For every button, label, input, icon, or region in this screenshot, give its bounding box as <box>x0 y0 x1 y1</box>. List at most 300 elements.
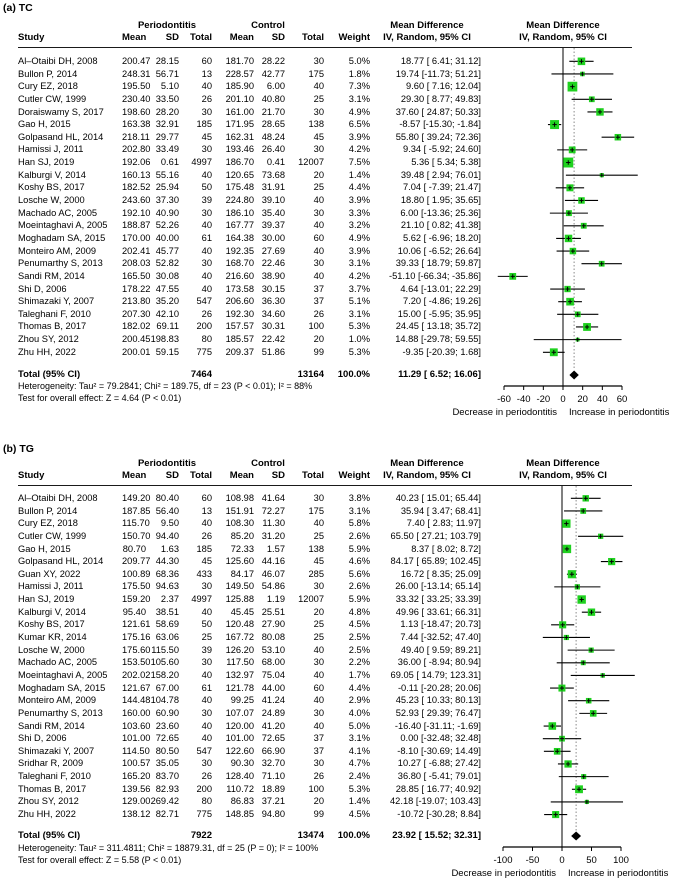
weight-value: 5.3% <box>348 321 370 332</box>
periodontitis-sd: 80.50 <box>155 745 179 756</box>
control-mean: 117.50 <box>226 657 254 668</box>
axis-tick-label: -40 <box>516 394 531 405</box>
panel-label: (a) TC <box>3 2 33 14</box>
periodontitis-mean: 188.87 <box>122 220 151 231</box>
periodontitis-sd: 29.77 <box>155 131 179 142</box>
control-mean: 206.60 <box>225 296 254 307</box>
md-ci-text: 7.40 [ 2.83; 11.97] <box>406 518 481 529</box>
periodontitis-mean: 160.00 <box>122 707 151 718</box>
periodontitis-sd: 105.60 <box>150 657 179 668</box>
md-ci-text: 28.85 [ 16.77; 40.92] <box>395 783 481 794</box>
control-sd: 38.90 <box>261 270 285 281</box>
control-mean: 228.57 <box>225 68 254 79</box>
md-ci-text: 39.48 [ 2.94; 76.01] <box>400 169 481 180</box>
weight-value: 5.8% <box>348 518 370 529</box>
md-ci-text: 21.10 [ 0.82; 41.38] <box>400 220 481 231</box>
periodontitis-total: 40 <box>201 669 212 680</box>
control-mean: 86.83 <box>230 796 254 807</box>
study-name: Kalburgi V, 2014 <box>18 169 86 180</box>
periodontitis-total: 40 <box>201 270 212 281</box>
weight-value: 5.3% <box>348 346 370 357</box>
control-sd: 37.21 <box>261 796 285 807</box>
control-mean: 110.72 <box>226 783 254 794</box>
control-total: 30 <box>313 581 324 592</box>
control-total: 40 <box>313 220 324 231</box>
study-name: Sandi RM, 2014 <box>18 270 85 281</box>
study-name: Shi D, 2006 <box>18 283 67 294</box>
axis-tick-label: 20 <box>577 394 588 405</box>
md-ci-text: -8.10 [-30.69; 14.49] <box>397 745 481 756</box>
control-mean: 162.31 <box>225 131 254 142</box>
periodontitis-total: 50 <box>201 619 212 630</box>
control-total: 30 <box>313 493 324 503</box>
weight-value: 1.8% <box>348 68 370 79</box>
periodontitis-total: 26 <box>201 308 212 319</box>
study-name: Penumarthy S, 2013 <box>18 258 103 269</box>
control-total: 25 <box>313 530 324 541</box>
md-ci-text: 15.00 [ -5.95; 35.95] <box>397 308 481 319</box>
control-total: 37 <box>313 296 324 307</box>
control-mean: 175.48 <box>225 182 254 193</box>
study-name: Cutler CW, 1999 <box>18 93 87 104</box>
weight-value: 3.8% <box>348 493 370 503</box>
col-c-total: Total <box>302 470 324 481</box>
periodontitis-mean: 114.50 <box>122 745 150 756</box>
periodontitis-sd: 23.60 <box>155 720 179 731</box>
control-sd: 80.08 <box>261 632 285 643</box>
control-sd: 41.20 <box>261 720 285 731</box>
study-name: Bullon P, 2014 <box>18 68 78 79</box>
periodontitis-total: 40 <box>201 720 212 731</box>
periodontitis-mean: 187.85 <box>122 505 151 516</box>
md-ci-text: 6.00 [-13.36; 25.36] <box>400 207 481 218</box>
periodontitis-mean: 170.00 <box>122 232 151 243</box>
periodontitis-total: 40 <box>201 695 212 706</box>
periodontitis-sd: 40.90 <box>155 207 179 218</box>
column-header-row <box>0 470 678 481</box>
periodontitis-total: 45 <box>201 556 212 567</box>
periodontitis-mean: 160.13 <box>122 169 151 180</box>
periodontitis-total: 60 <box>201 493 212 503</box>
weight-value: 7.3% <box>348 81 370 92</box>
periodontitis-mean: 139.56 <box>122 783 151 794</box>
weight-value: 6.5% <box>348 119 370 130</box>
control-mean: 120.00 <box>225 720 254 731</box>
total-weight: 100.0% <box>337 830 370 841</box>
study-name: Cury EZ, 2018 <box>18 81 78 92</box>
periodontitis-total: 26 <box>201 771 212 782</box>
periodontitis-total: 39 <box>201 644 212 655</box>
axis-tick-label: 50 <box>586 855 597 866</box>
control-total: 138 <box>308 543 324 554</box>
periodontitis-total: 61 <box>201 232 212 243</box>
md-ci-text: 5.62 [ -6.96; 18.20] <box>402 232 481 243</box>
periodontitis-mean: 192.06 <box>122 157 151 168</box>
axis-tick-label: 100 <box>613 855 629 866</box>
periodontitis-mean: 163.38 <box>122 119 151 130</box>
panel-tg <box>0 441 678 884</box>
md-ci-text: 45.23 [ 10.33; 80.13] <box>395 695 481 706</box>
periodontitis-total: 26 <box>201 530 212 541</box>
weight-value: 4.4% <box>348 682 370 693</box>
panel-label: (b) TG <box>3 443 34 455</box>
periodontitis-total: 40 <box>201 245 212 256</box>
study-name: Guan XY, 2022 <box>18 568 81 579</box>
periodontitis-mean: 213.80 <box>122 296 151 307</box>
study-name: Han SJ, 2019 <box>18 594 75 605</box>
control-total: 40 <box>313 644 324 655</box>
md-ci-text: 49.96 [ 33.61; 66.31] <box>395 606 481 617</box>
periodontitis-sd: 33.50 <box>155 93 179 104</box>
control-mean: 126.20 <box>225 644 254 655</box>
control-mean: 167.77 <box>225 220 254 231</box>
control-sd: 31.91 <box>261 182 285 193</box>
weight-value: 3.9% <box>348 195 370 206</box>
control-total: 40 <box>313 81 324 92</box>
control-sd: 18.89 <box>261 783 285 794</box>
group-header-row <box>0 458 678 469</box>
control-sd: 1.57 <box>266 543 285 554</box>
periodontitis-mean: 200.47 <box>122 56 151 66</box>
study-name: Monteiro AM, 2009 <box>18 245 97 256</box>
periodontitis-total: 4997 <box>191 594 212 605</box>
periodontitis-total: 547 <box>196 745 212 756</box>
periodontitis-sd: 55.16 <box>155 169 179 180</box>
weight-value: 3.3% <box>348 207 370 218</box>
md-ci-text: 33.32 [ 33.25; 33.39] <box>395 594 481 605</box>
group-header-periodontitis: Periodontitis <box>137 20 197 31</box>
periodontitis-mean: 129.00 <box>122 796 151 807</box>
total-ci-text: 23.92 [ 15.52; 32.31] <box>392 830 481 841</box>
md-ci-text: 52.93 [ 29.39; 76.47] <box>395 707 481 718</box>
control-total: 45 <box>313 556 324 567</box>
weight-value: 1.4% <box>348 796 370 807</box>
periodontitis-sd: 67.00 <box>155 682 179 693</box>
weight-value: 7.5% <box>348 157 370 168</box>
control-total: 26 <box>313 771 324 782</box>
md-ci-text: 10.06 [ -6.52; 26.64] <box>397 245 481 256</box>
control-sd: 53.10 <box>261 644 285 655</box>
header-mean-difference-text: Mean Difference <box>390 20 464 31</box>
md-ci-text: -10.72 [-30.28; 8.84] <box>397 809 481 820</box>
control-total: 30 <box>313 258 324 269</box>
col-ci-text: IV, Random, 95% CI <box>383 32 471 43</box>
periodontitis-mean: 165.50 <box>122 270 151 281</box>
weight-value: 5.9% <box>348 594 370 605</box>
periodontitis-sd: 63.06 <box>155 632 179 643</box>
control-sd: 31.20 <box>261 530 285 541</box>
control-total: 25 <box>313 619 324 630</box>
study-name: Zhu HH, 2022 <box>18 809 76 820</box>
study-name: Sridhar R, 2009 <box>18 758 84 769</box>
weight-value: 2.6% <box>348 581 370 592</box>
column-header-row <box>0 32 678 43</box>
header-mean-difference-plot: Mean Difference <box>526 458 600 469</box>
control-sd: 25.51 <box>261 606 285 617</box>
md-ci-text: -8.57 [-15.30; -1.84] <box>399 119 481 130</box>
md-ci-text: 39.33 [ 18.79; 59.87] <box>395 258 481 269</box>
control-sd: 21.70 <box>261 106 285 117</box>
pooled-diamond <box>571 832 581 841</box>
control-total: 25 <box>313 182 324 193</box>
periodontitis-total: 433 <box>196 568 212 579</box>
study-name: Zhu HH, 2022 <box>18 346 76 357</box>
periodontitis-total: 30 <box>201 258 212 269</box>
periodontitis-mean: 207.30 <box>122 308 151 319</box>
control-sd: 28.65 <box>261 119 285 130</box>
periodontitis-sd: 28.15 <box>155 56 179 66</box>
control-sd: 0.41 <box>266 157 285 168</box>
control-total: 40 <box>313 518 324 529</box>
weight-value: 3.7% <box>348 283 370 294</box>
control-mean: 173.58 <box>225 283 254 294</box>
control-mean: 167.72 <box>225 632 254 643</box>
control-sd: 42.77 <box>261 68 285 79</box>
overall-effect-text: Test for overall effect: Z = 4.64 (P < 0.01) <box>18 393 182 403</box>
periodontitis-mean: 80.70 <box>122 543 146 554</box>
study-name: Taleghani F, 2010 <box>18 771 91 782</box>
weight-value: 4.9% <box>348 232 370 243</box>
axis-tick-label: 0 <box>560 394 566 405</box>
weight-value: 3.1% <box>348 505 370 516</box>
weight-value: 3.1% <box>348 308 370 319</box>
control-total: 40 <box>313 695 324 706</box>
periodontitis-total: 26 <box>201 93 212 104</box>
axis-tick-label: -20 <box>536 394 551 405</box>
header-mean-difference-plot: Mean Difference <box>526 20 600 31</box>
periodontitis-total: 40 <box>201 169 212 180</box>
weight-value: 2.4% <box>348 771 370 782</box>
periodontitis-sd: 38.51 <box>155 606 179 617</box>
periodontitis-mean: 121.67 <box>122 682 151 693</box>
col-study: Study <box>18 470 45 481</box>
periodontitis-mean: 208.03 <box>122 258 151 269</box>
periodontitis-mean: 209.77 <box>122 556 151 567</box>
control-total: 20 <box>313 334 324 345</box>
col-p-sd: SD <box>165 32 179 43</box>
md-ci-text: 4.64 [-13.01; 22.29] <box>400 283 481 294</box>
weight-value: 2.2% <box>348 657 370 668</box>
periodontitis-mean: 103.60 <box>122 720 151 731</box>
periodontitis-sd: 0.61 <box>160 157 179 168</box>
md-ci-text: 55.80 [ 39.24; 72.36] <box>395 131 481 142</box>
control-mean: 128.40 <box>225 771 254 782</box>
weight-value: 5.3% <box>348 783 370 794</box>
axis-label-right: Increase in periodontitis <box>569 407 670 418</box>
control-mean: 168.70 <box>225 258 254 269</box>
periodontitis-total: 40 <box>201 518 212 529</box>
periodontitis-sd: 59.15 <box>155 346 179 357</box>
periodontitis-sd: 52.26 <box>155 220 179 231</box>
col-weight: Weight <box>338 470 370 481</box>
weight-value: 4.1% <box>348 745 370 756</box>
study-name: Thomas B, 2017 <box>18 321 87 332</box>
periodontitis-total: 80 <box>201 796 212 807</box>
axis-tick-label: 60 <box>616 394 628 405</box>
control-total: 37 <box>313 745 324 756</box>
control-mean: 224.80 <box>225 195 254 206</box>
periodontitis-total: 60 <box>201 56 212 66</box>
periodontitis-mean: 144.48 <box>122 695 151 706</box>
weight-value: 4.0% <box>348 707 370 718</box>
md-ci-text: 29.30 [ 8.77; 49.83] <box>400 93 481 104</box>
control-mean: 148.85 <box>225 809 254 820</box>
panel-tc <box>0 0 678 441</box>
control-sd: 26.40 <box>261 144 285 155</box>
control-mean: 101.00 <box>225 733 254 744</box>
periodontitis-sd: 72.65 <box>155 733 179 744</box>
col-c-sd: SD <box>271 32 285 43</box>
periodontitis-mean: 159.20 <box>122 594 151 605</box>
control-mean: 161.00 <box>225 106 254 117</box>
periodontitis-total: 4997 <box>191 157 212 168</box>
periodontitis-total: 61 <box>201 682 212 693</box>
control-mean: 108.30 <box>225 518 254 529</box>
weight-value: 5.6% <box>348 568 370 579</box>
total-c-n: 13474 <box>297 830 324 841</box>
periodontitis-total: 775 <box>196 809 212 820</box>
periodontitis-sd: 58.69 <box>155 619 179 630</box>
periodontitis-sd: 52.82 <box>155 258 179 269</box>
md-ci-text: 40.23 [ 15.01; 65.44] <box>395 493 481 503</box>
md-ci-text: 9.34 [ -5.92; 24.60] <box>402 144 481 155</box>
control-mean: 108.98 <box>225 493 254 503</box>
control-sd: 1.19 <box>266 594 285 605</box>
control-sd: 54.86 <box>261 581 285 592</box>
periodontitis-total: 30 <box>201 758 212 769</box>
md-ci-text: 7.44 [-32.52; 47.40] <box>400 632 481 643</box>
weight-value: 2.6% <box>348 530 370 541</box>
md-ci-text: 49.40 [ 9.59; 89.21] <box>400 644 481 655</box>
periodontitis-mean: 153.50 <box>122 657 151 668</box>
study-name: Losche W, 2000 <box>18 644 85 655</box>
control-sd: 48.24 <box>261 131 285 142</box>
periodontitis-mean: 178.22 <box>122 283 151 294</box>
periodontitis-sd: 269.42 <box>150 796 179 807</box>
study-name: Shi D, 2006 <box>18 733 67 744</box>
col-c-mean: Mean <box>229 470 254 481</box>
control-mean: 121.78 <box>225 682 254 693</box>
periodontitis-sd: 94.63 <box>155 581 179 592</box>
periodontitis-sd: 9.50 <box>160 518 179 529</box>
control-sd: 30.15 <box>261 283 285 294</box>
group-header-periodontitis: Periodontitis <box>137 458 197 469</box>
periodontitis-sd: 80.40 <box>155 493 179 503</box>
col-p-sd: SD <box>165 470 179 481</box>
md-ci-text: 5.36 [ 5.34; 5.38] <box>411 157 481 168</box>
periodontitis-sd: 82.93 <box>155 783 179 794</box>
control-total: 100 <box>308 321 324 332</box>
control-sd: 22.42 <box>261 334 285 345</box>
control-total: 30 <box>313 758 324 769</box>
weight-value: 4.2% <box>348 144 370 155</box>
periodontitis-total: 200 <box>196 321 212 332</box>
md-ci-text: 7.20 [ -4.86; 19.26] <box>402 296 481 307</box>
periodontitis-sd: 1.63 <box>160 543 179 554</box>
control-total: 138 <box>308 119 324 130</box>
col-ci-plot: IV, Random, 95% CI <box>519 32 607 43</box>
periodontitis-sd: 47.55 <box>155 283 179 294</box>
control-total: 26 <box>313 308 324 319</box>
study-name: Zhou SY, 2012 <box>18 334 79 345</box>
periodontitis-sd: 82.71 <box>155 809 179 820</box>
control-total: 40 <box>313 270 324 281</box>
control-sd: 24.89 <box>261 707 285 718</box>
md-ci-text: 36.00 [ -8.94; 80.94] <box>397 657 481 668</box>
periodontitis-mean: 121.61 <box>122 619 151 630</box>
control-total: 20 <box>313 796 324 807</box>
control-total: 100 <box>308 783 324 794</box>
periodontitis-mean: 95.40 <box>122 606 146 617</box>
weight-value: 4.6% <box>348 556 370 567</box>
axis-tick-label: 40 <box>597 394 608 405</box>
md-ci-text: 37.60 [ 24.87; 50.33] <box>395 106 481 117</box>
study-name: Golpasand HL, 2014 <box>18 131 104 142</box>
periodontitis-total: 30 <box>201 207 212 218</box>
periodontitis-sd: 56.40 <box>155 505 179 516</box>
control-mean: 157.57 <box>225 321 254 332</box>
pooled-diamond <box>569 371 578 380</box>
control-total: 25 <box>313 93 324 104</box>
study-name: Taleghani F, 2010 <box>18 308 91 319</box>
weight-value: 4.8% <box>348 606 370 617</box>
periodontitis-sd: 115.50 <box>151 644 179 655</box>
study-name: Koshy BS, 2017 <box>18 182 85 193</box>
weight-value: 4.7% <box>348 758 370 769</box>
total-weight: 100.0% <box>337 369 370 380</box>
periodontitis-total: 40 <box>201 283 212 294</box>
control-total: 175 <box>308 68 324 79</box>
study-name: Gao H, 2015 <box>18 543 71 554</box>
periodontitis-mean: 192.10 <box>122 207 151 218</box>
periodontitis-mean: 195.50 <box>122 81 151 92</box>
weight-value: 5.9% <box>348 543 370 554</box>
periodontitis-total: 13 <box>201 68 212 79</box>
total-label: Total (95% CI) <box>18 369 81 380</box>
study-name: Hamissi J, 2011 <box>18 581 84 592</box>
md-ci-text: 8.37 [ 8.02; 8.72] <box>411 543 481 554</box>
control-mean: 151.91 <box>225 505 254 516</box>
md-ci-text: 69.05 [ 14.79; 123.31] <box>390 669 481 680</box>
control-total: 20 <box>313 169 324 180</box>
periodontitis-mean: 100.89 <box>122 568 151 579</box>
control-sd: 39.10 <box>261 195 285 206</box>
study-name: Zhou SY, 2012 <box>18 796 79 807</box>
md-ci-text: 24.45 [ 13.18; 35.72] <box>395 321 481 332</box>
control-mean: 186.70 <box>225 157 254 168</box>
periodontitis-total: 30 <box>201 144 212 155</box>
study-name: Penumarthy S, 2013 <box>18 707 103 718</box>
control-sd: 73.68 <box>261 169 285 180</box>
control-total: 40 <box>313 720 324 731</box>
study-name: Kumar KR, 2014 <box>18 632 87 643</box>
control-mean: 125.60 <box>225 556 254 567</box>
periodontitis-mean: 101.00 <box>122 733 151 744</box>
study-name: Doraiswamy S, 2017 <box>18 106 104 117</box>
periodontitis-total: 30 <box>201 657 212 668</box>
control-sd: 94.80 <box>261 809 285 820</box>
weight-value: 3.1% <box>348 258 370 269</box>
weight-value: 3.1% <box>348 733 370 744</box>
control-total: 25 <box>313 632 324 643</box>
group-header-control: Control <box>251 20 285 31</box>
periodontitis-total: 547 <box>196 296 212 307</box>
md-ci-text: 35.94 [ 3.47; 68.41] <box>400 505 481 516</box>
md-ci-text: 65.50 [ 27.21; 103.79] <box>390 530 481 541</box>
md-ci-text: 19.74 [-11.73; 51.21] <box>395 68 481 79</box>
periodontitis-mean: 200.01 <box>122 346 151 357</box>
axis-label-right: Increase in periodontitis <box>568 868 669 879</box>
